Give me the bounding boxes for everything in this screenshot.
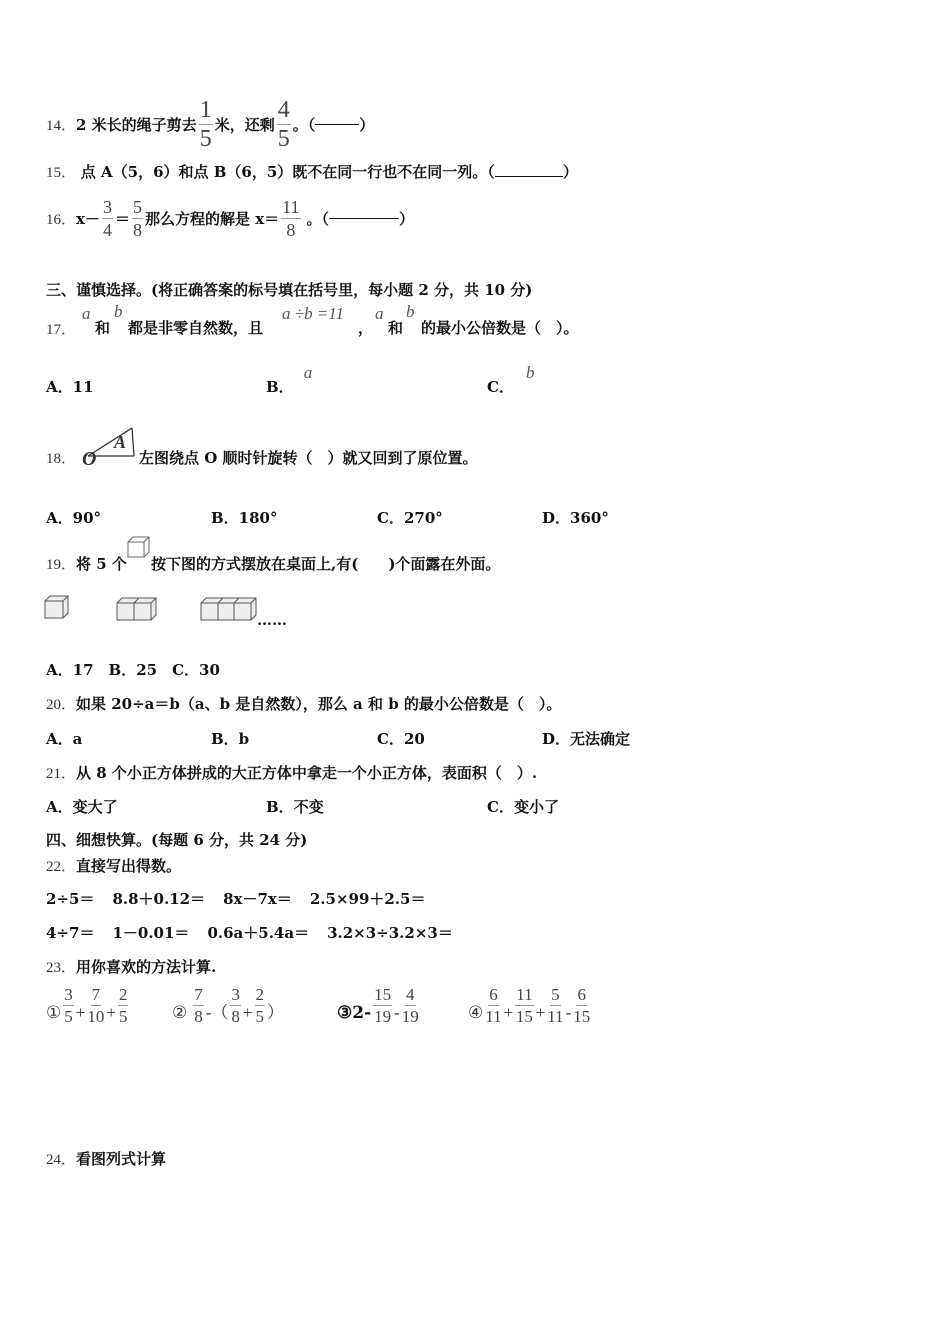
fraction: $\frac{4}{5}$ bbox=[277, 96, 290, 152]
options[interactable]: A．17 B．25 C．30 bbox=[46, 661, 220, 679]
question-24: 24．看图列式计算 bbox=[46, 1150, 167, 1168]
option-b[interactable]: B．不变 bbox=[266, 798, 324, 816]
expression: 8.8＋0.12＝ bbox=[112, 890, 206, 908]
point-a-label: A bbox=[114, 432, 127, 452]
option-b[interactable]: B．180° bbox=[211, 509, 278, 527]
option-a[interactable]: A．变大了 bbox=[46, 798, 118, 816]
expression-4: ④ $\frac{6}{11}$ + $\frac{11}{15}$ + $\frac{5}{11}$ - $\frac{6}{15}$ bbox=[468, 985, 591, 1026]
expression: 2÷5＝ bbox=[46, 890, 95, 908]
question-23: 23．用你喜欢的方法计算. bbox=[46, 958, 217, 976]
cube-icon bbox=[127, 536, 151, 558]
fraction: $\frac{5}{8}$ bbox=[132, 196, 142, 240]
option-a[interactable]: A．a bbox=[46, 730, 83, 748]
mental-math-row-1 bbox=[46, 888, 426, 909]
mental-math-row-2 bbox=[46, 922, 453, 943]
answer-blank[interactable] bbox=[495, 176, 563, 177]
question-20: 20．如果 20÷a＝b（a、b 是自然数），那么 a 和 b 的最小公倍数是（ ）。 bbox=[46, 695, 562, 713]
question-22: 22．直接写出得数。 bbox=[46, 857, 182, 875]
option-d[interactable]: D．360° bbox=[542, 509, 609, 527]
option-c[interactable]: C．20 bbox=[377, 730, 425, 748]
answer-blank[interactable] bbox=[329, 218, 399, 219]
option-b[interactable]: B．a bbox=[266, 363, 313, 396]
expression: 0.6a＋5.4a＝ bbox=[207, 924, 310, 942]
rotation-figure bbox=[80, 424, 138, 468]
option-a[interactable]: A．11 bbox=[46, 378, 94, 396]
question-19: 19．将 5 个 bbox=[46, 555, 127, 573]
answer-blank[interactable] bbox=[315, 124, 359, 125]
point-o-label: O bbox=[82, 448, 97, 468]
question-15: 15． 点 A（5，6）和点 B（6，5）既不在同一行也不在同一列。（ ） bbox=[46, 163, 578, 181]
option-a[interactable]: A．90° bbox=[46, 509, 102, 527]
fraction: $\frac{3}{4}$ bbox=[102, 196, 112, 240]
expression: 4÷7＝ bbox=[46, 924, 95, 942]
question-18-number: 18． bbox=[46, 451, 77, 467]
expression: 3.2×3÷3.2×3＝ bbox=[327, 924, 453, 942]
fraction: $\frac{1}{5}$ bbox=[199, 96, 212, 152]
section-4-heading: 四、细想快算。(每题 6 分，共 24 分) bbox=[46, 831, 308, 849]
expression: 8x－7x＝ bbox=[223, 890, 292, 908]
fraction: $\frac{11}{8}$ bbox=[282, 196, 300, 240]
expression-3: ③2- $\frac{15}{19}$ - $\frac{4}{19}$ bbox=[337, 985, 419, 1026]
expression-1: ① $\frac{3}{5}$ + $\frac{7}{10}$ + $\frac{2}{5}$ bbox=[46, 985, 128, 1026]
question-14: 14． 2 米长的绳子剪去 $\frac{1}{5}$ 米，还剩 $\frac{4}{5}$ 。（ ） bbox=[46, 96, 375, 152]
option-c[interactable]: C．270° bbox=[377, 509, 443, 527]
option-d[interactable]: D．无法确定 bbox=[542, 730, 631, 748]
option-c[interactable]: C．变小了 bbox=[487, 798, 559, 816]
question-19-text: 按下图的方式摆放在桌面上,有( )个面露在外面。 bbox=[151, 555, 501, 573]
option-c[interactable]: C．b bbox=[487, 363, 535, 396]
option-b[interactable]: B．b bbox=[211, 730, 250, 748]
three-cubes-figure bbox=[200, 597, 258, 622]
expression: 2.5×99＋2.5＝ bbox=[309, 890, 426, 908]
question-16: 16． x－ $\frac{3}{4}$ ＝ $\frac{5}{8}$ 那么方程的解是 x＝ $\frac{11}{8}$ 。（ ） bbox=[46, 196, 415, 240]
one-cube-figure bbox=[44, 595, 70, 620]
question-18-text: 左图绕点 O 顺时针旋转（ ）就又回到了原位置。 bbox=[139, 449, 478, 467]
expression: 1－0.01＝ bbox=[112, 924, 190, 942]
ellipsis: …… bbox=[257, 611, 287, 629]
question-21: 21．从 8 个小正方体拼成的大正方体中拿走一个小正方体，表面积（ ）. bbox=[46, 764, 538, 782]
expression-2: ② $\frac{7}{8}$ -（ $\frac{3}{8}$ + $\frac{2}{5}$ ） bbox=[172, 985, 285, 1026]
two-cubes-figure bbox=[116, 597, 158, 622]
section-3-heading: 三、谨慎选择。(将正确答案的标号填在括号里，每小题 2 分，共 10 分) bbox=[46, 281, 533, 299]
